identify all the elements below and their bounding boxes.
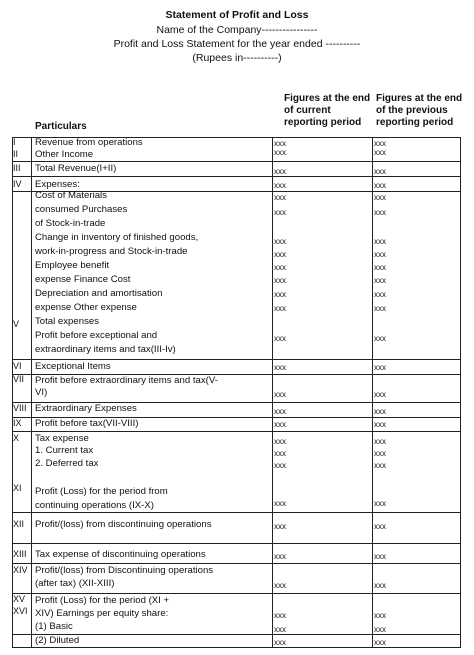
previous-period-value: xxx	[374, 334, 386, 343]
roman-numeral: XVI	[13, 606, 28, 616]
previous-period-value: xxx	[374, 461, 386, 470]
statement-title: Statement of Profit and Loss	[165, 9, 309, 21]
current-period-value: xxx	[274, 522, 286, 531]
roman-numeral: VIII	[13, 403, 27, 413]
line-item-label: 2. Deferred tax	[35, 458, 99, 469]
table-row-rule	[12, 431, 461, 432]
current-period-value: xxx	[274, 237, 286, 246]
roman-numeral: XIII	[13, 549, 27, 559]
table-row-rule	[12, 512, 461, 513]
table-row-rule	[12, 563, 461, 564]
units-line: (Rupees in----------)	[192, 52, 282, 64]
current-period-value: xxx	[274, 581, 286, 590]
previous-period-value: xxx	[374, 363, 386, 372]
table-row-rule	[12, 176, 461, 177]
previous-period-value: xxx	[374, 148, 386, 157]
roman-numeral: XI	[13, 483, 22, 493]
line-item-label: Tax expense	[35, 433, 89, 444]
roman-numeral: VII	[13, 374, 25, 384]
line-item-label: Revenue from operations	[35, 137, 143, 148]
line-item-label: (1) Basic	[35, 621, 73, 632]
line-item-label: of Stock-in-trade	[35, 218, 106, 229]
previous-period-value: xxx	[374, 250, 386, 259]
current-period-value: xxx	[274, 304, 286, 313]
previous-period-value: xxx	[374, 522, 386, 531]
previous-header-line: of the previous	[376, 105, 448, 116]
line-item-label: Profit before exceptional and	[35, 330, 158, 341]
line-item-label: extraordinary items and tax(III-Iv)	[35, 344, 176, 355]
line-item-label: Extraordinary Expenses	[35, 403, 137, 414]
statement-period-line: Profit and Loss Statement for the year ended ----------	[113, 38, 361, 50]
current-period-value: xxx	[274, 276, 286, 285]
previous-period-value: xxx	[374, 390, 386, 399]
current-header-line: Figures at the end	[284, 93, 371, 104]
previous-header-line: reporting period	[376, 117, 454, 128]
current-period-value: xxx	[274, 461, 286, 470]
line-item-label: Tax expense of discontinuing operations	[35, 549, 206, 560]
roman-numeral: IX	[13, 418, 22, 428]
current-header-line: reporting period	[284, 117, 362, 128]
line-item-label: Profit/(loss) from discontinuing operations	[35, 519, 212, 530]
roman-numeral: X	[13, 433, 20, 443]
line-item-label: XIV) Earnings per equity share:	[35, 608, 169, 619]
line-item-label: 1. Current tax	[35, 445, 94, 456]
previous-period-value: xxx	[374, 263, 386, 272]
current-period-value: xxx	[274, 290, 286, 299]
previous-period-value: xxx	[374, 304, 386, 313]
previous-period-value: xxx	[374, 237, 386, 246]
line-item-label: Change in inventory of finished goods,	[35, 232, 199, 243]
previous-period-value: xxx	[374, 407, 386, 416]
line-item-label: Profit before extraordinary items and tax(V-	[35, 375, 218, 386]
current-period-value: xxx	[274, 625, 286, 634]
roman-numeral: II	[13, 149, 19, 159]
table-row-rule	[12, 634, 461, 635]
roman-numeral: XII	[13, 519, 25, 529]
table-row-rule	[12, 647, 461, 648]
line-item-label: VI)	[35, 387, 48, 398]
current-period-value: xxx	[274, 263, 286, 272]
current-period-value: xxx	[274, 638, 286, 647]
previous-period-value: xxx	[374, 552, 386, 561]
previous-period-value: xxx	[374, 437, 386, 446]
line-item-label: Depreciation and amortisation	[35, 288, 163, 299]
roman-numeral: VI	[13, 361, 22, 371]
current-period-value: xxx	[274, 363, 286, 372]
line-item-label: expense Finance Cost	[35, 274, 131, 285]
line-item-label: Expenses:	[35, 179, 80, 190]
roman-numeral: III	[13, 163, 21, 173]
roman-numeral: XV	[13, 594, 26, 604]
previous-period-value: xxx	[374, 167, 386, 176]
current-period-value: xxx	[274, 390, 286, 399]
table-row-rule	[12, 161, 461, 162]
line-item-label: Profit/(loss) from Discontinuing operations	[35, 565, 214, 576]
current-period-value: xxx	[274, 552, 286, 561]
previous-period-value: xxx	[374, 276, 386, 285]
previous-period-value: xxx	[374, 193, 386, 202]
particulars-header: Particulars	[35, 121, 87, 132]
line-item-label: continuing operations (IX-X)	[35, 500, 154, 511]
current-period-value: xxx	[274, 499, 286, 508]
previous-period-header	[376, 93, 462, 129]
current-header-line: of current	[284, 105, 331, 116]
previous-period-value: xxx	[374, 625, 386, 634]
roman-numeral: V	[13, 319, 20, 329]
line-item-label: Total Revenue(I+II)	[35, 163, 117, 174]
current-period-value: xxx	[274, 407, 286, 416]
company-name-line: Name of the Company----------------	[156, 24, 318, 36]
line-item-label: Employee benefit	[35, 260, 110, 271]
line-item-label: expense Other expense	[35, 302, 137, 313]
line-item-label: consumed Purchases	[35, 204, 128, 215]
line-item-label: Cost of Materials	[35, 190, 107, 201]
roman-numeral: IV	[13, 179, 22, 189]
table-column-rule	[372, 137, 373, 648]
table-row-rule	[12, 593, 461, 594]
previous-period-value: xxx	[374, 139, 386, 148]
table-row-rule	[12, 359, 461, 360]
current-period-value: xxx	[274, 334, 286, 343]
previous-period-value: xxx	[374, 181, 386, 190]
previous-period-value: xxx	[374, 420, 386, 429]
previous-period-value: xxx	[374, 449, 386, 458]
line-item-label: Profit (Loss) for the period from	[35, 486, 168, 497]
current-period-value: xxx	[274, 420, 286, 429]
previous-period-value: xxx	[374, 581, 386, 590]
current-period-value: xxx	[274, 139, 286, 148]
current-period-value: xxx	[274, 449, 286, 458]
table-column-rule	[272, 137, 273, 648]
line-item-label: Other Income	[35, 149, 94, 160]
current-period-value: xxx	[274, 208, 286, 217]
previous-period-value: xxx	[374, 611, 386, 620]
current-period-value: xxx	[274, 611, 286, 620]
current-period-value: xxx	[274, 250, 286, 259]
line-item-label: work-in-progress and Stock-in-trade	[35, 246, 188, 257]
current-period-value: xxx	[274, 437, 286, 446]
previous-period-value: xxx	[374, 499, 386, 508]
line-item-label: (after tax) (XII-XIII)	[35, 578, 115, 589]
previous-period-value: xxx	[374, 208, 386, 217]
table-column-rule	[460, 137, 461, 648]
previous-period-value: xxx	[374, 638, 386, 647]
current-period-value: xxx	[274, 193, 286, 202]
current-period-value: xxx	[274, 181, 286, 190]
line-item-label: Profit before tax(VII-VIII)	[35, 418, 139, 429]
line-item-label: (2) Diluted	[35, 635, 80, 646]
table-column-rule	[31, 137, 32, 648]
current-period-value: xxx	[274, 167, 286, 176]
line-item-label: Exceptional Items	[35, 361, 111, 372]
previous-header-line: Figures at the end	[376, 93, 463, 104]
current-period-value: xxx	[274, 148, 286, 157]
roman-numeral: I	[13, 137, 16, 147]
previous-period-value: xxx	[374, 290, 386, 299]
line-item-label: Total expenses	[35, 316, 99, 327]
table-row-rule	[12, 543, 461, 544]
roman-numeral: XIV	[13, 565, 28, 575]
line-item-label: Profit (Loss) for the period (XI +	[35, 595, 170, 606]
current-period-header	[284, 93, 370, 129]
